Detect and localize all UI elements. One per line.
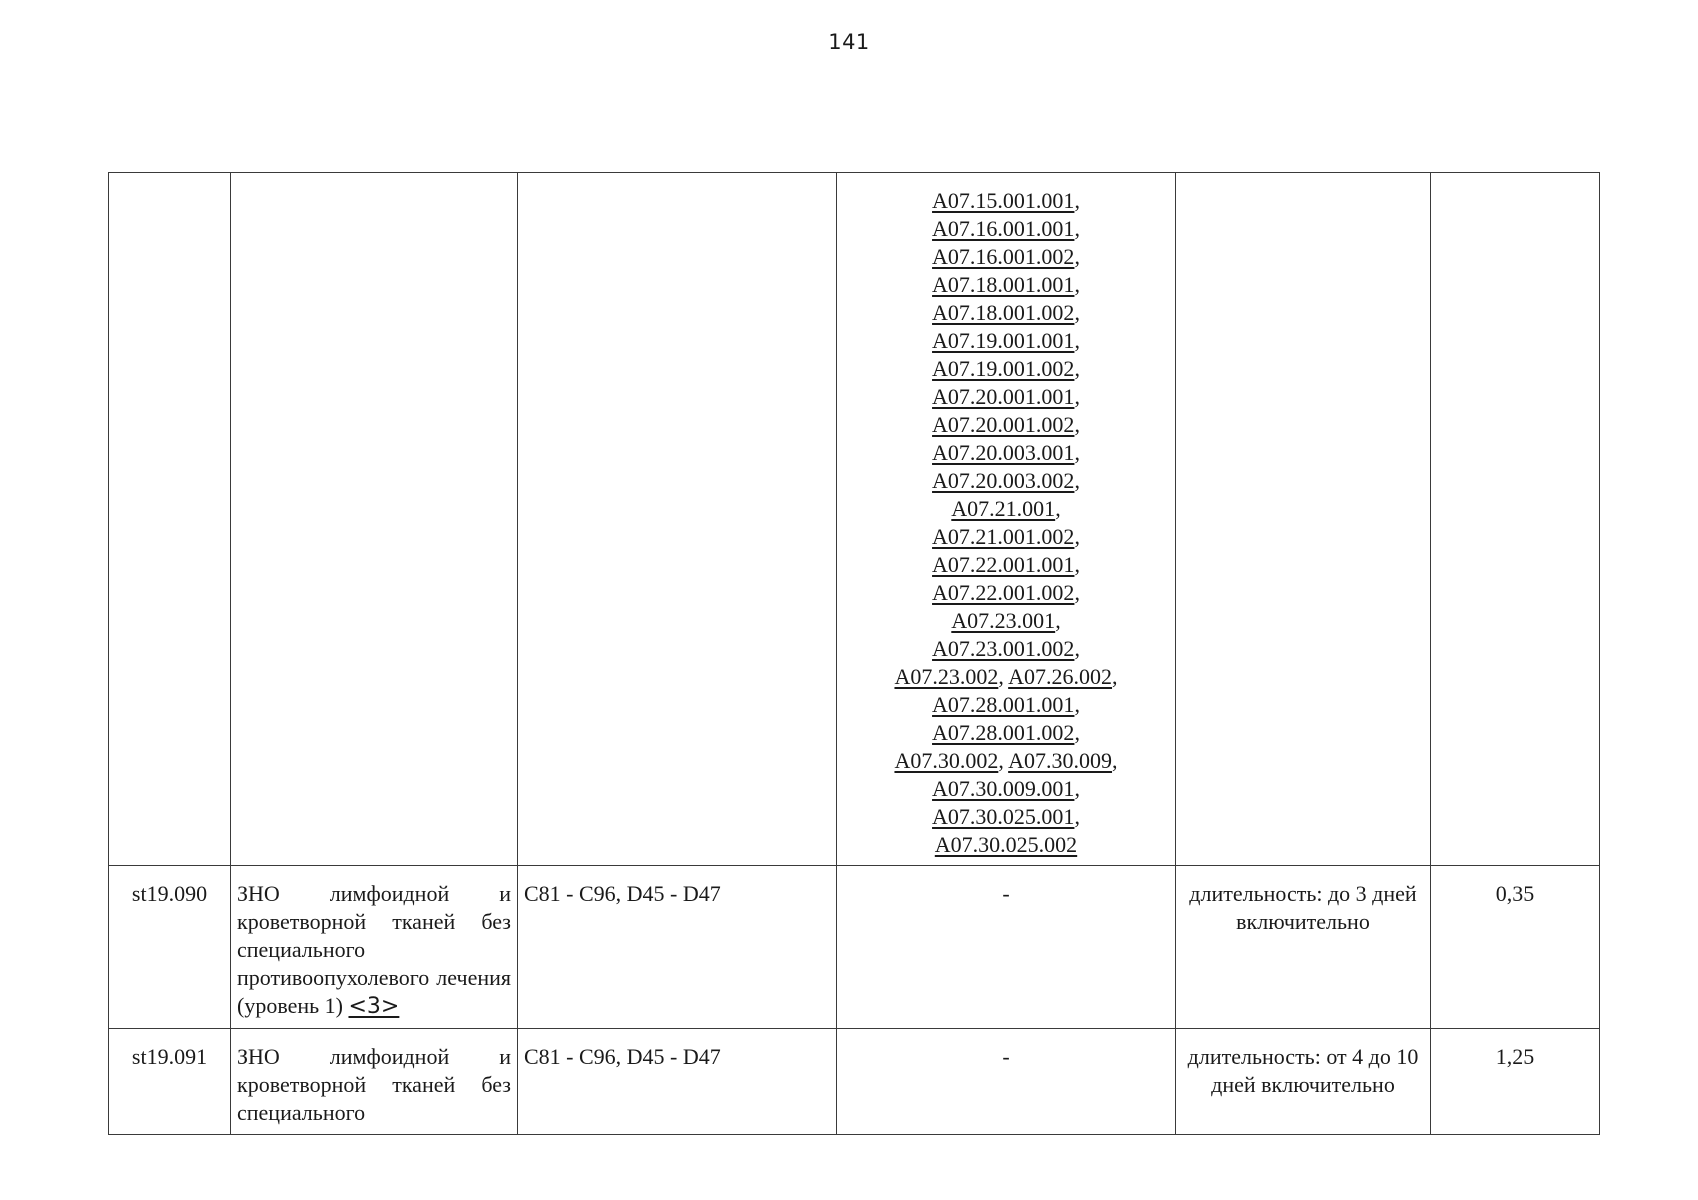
service-code-link[interactable]: A07.30.025.001 bbox=[932, 804, 1075, 829]
service-code-line bbox=[843, 383, 1169, 411]
service-code-link[interactable]: A07.21.001 bbox=[951, 496, 1056, 521]
separator: , bbox=[1074, 412, 1080, 437]
service-code-line bbox=[843, 243, 1169, 271]
separator: , bbox=[1074, 216, 1080, 241]
service-code-line bbox=[843, 691, 1169, 719]
row-code: st19.090 bbox=[109, 866, 231, 1029]
separator: , bbox=[1074, 468, 1080, 493]
service-code-line bbox=[843, 803, 1169, 831]
tariff-table bbox=[108, 172, 1600, 1135]
service-code-link[interactable]: A07.30.009.001 bbox=[932, 776, 1075, 801]
separator: , bbox=[1112, 748, 1118, 773]
service-code-link[interactable]: A07.20.001.001 bbox=[932, 384, 1075, 409]
service-code-link[interactable]: A07.23.001.002 bbox=[932, 636, 1075, 661]
service-code-link[interactable]: A07.21.001.002 bbox=[932, 524, 1075, 549]
separator: , bbox=[998, 748, 1009, 773]
service-code-link[interactable]: A07.28.001.001 bbox=[932, 692, 1075, 717]
service-code-line bbox=[843, 271, 1169, 299]
row-code: st19.091 bbox=[109, 1029, 231, 1135]
footnote-link[interactable]: <3> bbox=[348, 994, 400, 1019]
service-code-link[interactable]: A07.22.001.001 bbox=[932, 552, 1075, 577]
service-code-line bbox=[843, 607, 1169, 635]
cell-code bbox=[109, 173, 231, 866]
table-row bbox=[109, 866, 1600, 1029]
service-code-link[interactable]: A07.15.001.001 bbox=[932, 188, 1075, 213]
service-code-line bbox=[843, 355, 1169, 383]
row-name-text: ЗНО лимфоидной и кроветворной тканей без специального противоопухолевого лечения (уровень 1) bbox=[237, 881, 511, 1018]
row-coefficient: 0,35 bbox=[1431, 866, 1600, 1029]
service-code-link[interactable]: A07.18.001.001 bbox=[932, 272, 1075, 297]
row-services: - bbox=[837, 866, 1176, 1029]
service-code-link[interactable]: A07.23.002 bbox=[894, 664, 999, 689]
separator: , bbox=[1074, 300, 1080, 325]
separator: , bbox=[1074, 356, 1080, 381]
service-code-line bbox=[843, 635, 1169, 663]
row-name bbox=[231, 866, 518, 1029]
service-code-link[interactable]: A07.19.001.002 bbox=[932, 356, 1075, 381]
service-code-link[interactable]: A07.20.003.002 bbox=[932, 468, 1075, 493]
service-code-link[interactable]: A07.23.001 bbox=[951, 608, 1056, 633]
row-diagnoses: C81 - C96, D45 - D47 bbox=[518, 866, 837, 1029]
cell-coefficient bbox=[1431, 173, 1600, 866]
service-code-line bbox=[843, 439, 1169, 467]
separator: , bbox=[1074, 244, 1080, 269]
service-code-line bbox=[843, 551, 1169, 579]
separator: , bbox=[1074, 188, 1080, 213]
service-code-link[interactable]: A07.30.002 bbox=[894, 748, 999, 773]
row-services: - bbox=[837, 1029, 1176, 1135]
service-code-line bbox=[843, 187, 1169, 215]
separator: , bbox=[1112, 664, 1118, 689]
row-diagnoses: C81 - C96, D45 - D47 bbox=[518, 1029, 837, 1135]
table-row bbox=[109, 1029, 1600, 1135]
service-code-link[interactable]: A07.30.009 bbox=[1008, 748, 1113, 773]
service-code-line bbox=[843, 831, 1169, 859]
cell-name bbox=[231, 173, 518, 866]
separator: , bbox=[1055, 608, 1061, 633]
separator: , bbox=[1074, 384, 1080, 409]
page-number: 141 bbox=[828, 30, 870, 54]
row-name: ЗНО лимфоидной и кроветворной тканей без специального bbox=[231, 1029, 518, 1135]
separator: , bbox=[1074, 776, 1080, 801]
service-code-line bbox=[843, 467, 1169, 495]
service-code-line bbox=[843, 663, 1169, 691]
service-code-link[interactable]: A07.20.001.002 bbox=[932, 412, 1075, 437]
service-code-link[interactable]: A07.28.001.002 bbox=[932, 720, 1075, 745]
service-code-line bbox=[843, 579, 1169, 607]
separator: , bbox=[1074, 328, 1080, 353]
service-code-line bbox=[843, 411, 1169, 439]
separator: , bbox=[1055, 496, 1061, 521]
separator: , bbox=[1074, 440, 1080, 465]
cell-criteria bbox=[1176, 173, 1431, 866]
service-code-link[interactable]: A07.19.001.001 bbox=[932, 328, 1075, 353]
service-code-link[interactable]: A07.16.001.002 bbox=[932, 244, 1075, 269]
separator: , bbox=[1074, 804, 1080, 829]
service-code-line bbox=[843, 719, 1169, 747]
separator: , bbox=[1074, 524, 1080, 549]
row-criteria: длительность: от 4 до 10 дней включительно bbox=[1176, 1029, 1431, 1135]
cell-diagnoses bbox=[518, 173, 837, 866]
service-code-line bbox=[843, 327, 1169, 355]
separator: , bbox=[998, 664, 1009, 689]
row-criteria: длительность: до 3 дней включительно bbox=[1176, 866, 1431, 1029]
service-code-link[interactable]: A07.22.001.002 bbox=[932, 580, 1075, 605]
service-code-link[interactable]: A07.20.003.001 bbox=[932, 440, 1075, 465]
separator: , bbox=[1074, 552, 1080, 577]
service-code-link[interactable]: A07.30.025.002 bbox=[934, 832, 1078, 857]
service-code-link[interactable]: A07.18.001.002 bbox=[932, 300, 1075, 325]
service-code-line bbox=[843, 215, 1169, 243]
service-code-link[interactable]: A07.16.001.001 bbox=[932, 216, 1075, 241]
cell-service-codes bbox=[837, 173, 1176, 866]
table-row-continuation bbox=[109, 173, 1600, 866]
separator: , bbox=[1074, 272, 1080, 297]
service-code-line bbox=[843, 747, 1169, 775]
service-code-line bbox=[843, 299, 1169, 327]
service-code-line bbox=[843, 775, 1169, 803]
service-code-line bbox=[843, 523, 1169, 551]
separator: , bbox=[1074, 720, 1080, 745]
separator: , bbox=[1074, 580, 1080, 605]
separator: , bbox=[1074, 692, 1080, 717]
service-code-link[interactable]: A07.26.002 bbox=[1008, 664, 1113, 689]
row-coefficient: 1,25 bbox=[1431, 1029, 1600, 1135]
separator: , bbox=[1074, 636, 1080, 661]
service-code-line bbox=[843, 495, 1169, 523]
